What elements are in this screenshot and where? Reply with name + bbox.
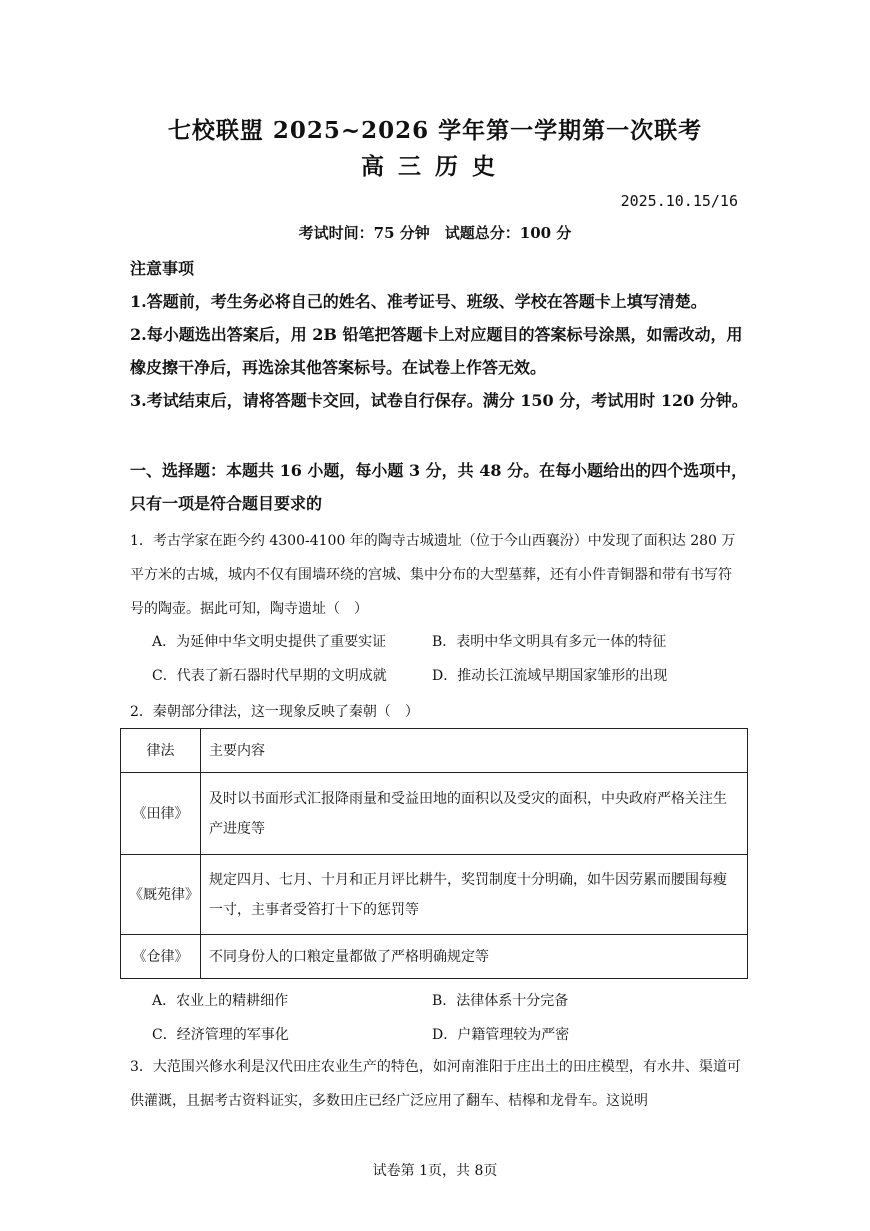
exam-subject: 高三历史 [361,153,509,180]
table-cell-law: 《田律》 [121,773,201,855]
exam-date: 2025.10.15/16 [620,192,738,210]
law-table [120,728,748,979]
question-1-option-d: D．推动长江流域早期国家雏形的出现 [432,668,668,684]
question-1-option-b: B．表明中华文明具有多元一体的特征 [432,634,667,650]
notice-heading: 注意事项 [130,259,195,278]
question-2-option-c: C．经济管理的军事化 [152,1027,289,1043]
exam-time-and-score: 考试时间：75 分钟 试题总分：100 分 [298,224,572,242]
table-cell-law: 《厩苑律》 [121,855,201,935]
question-1-option-c: C．代表了新石器时代早期的文明成就 [152,668,387,684]
table-header-row [121,729,748,773]
question-3-stem: 3．大范围兴修水利是汉代田庄农业生产的特色，如河南淮阳于庄出土的田庄模型，有水井、渠道可供灌溉，且据考古资料证实，多数田庄已经广泛应用了翻车、桔槔和龙骨车。这说明 [130,1059,741,1109]
question-2-stem: 2．秦朝部分律法，这一现象反映了秦朝（ ） [130,704,419,720]
question-2-option-b: B．法律体系十分完备 [432,993,569,1009]
table-row [121,855,748,935]
table-cell-content: 不同身份人的口粮定量都做了严格明确规定等 [201,935,748,979]
notice-item: 2.每小题选出答案后，用 2B 铅笔把答题卡上对应题目的答案标号涂黑，如需改动，用橡皮擦干净后，再选涂其他答案标号。在试卷上作答无效。 [130,325,743,377]
section-heading: 一、选择题：本题共 16 小题，每小题 3 分，共 48 分。在每小题给出的四个选项中，只有一项是符合题目要求的 [130,461,748,513]
table-header-cell: 律法 [121,729,201,773]
question-1-option-a: A．为延伸中华文明史提供了重要实证 [152,634,387,650]
table-row [121,935,748,979]
question-1-options [152,624,752,692]
notice-item: 1.答题前，考生务必将自己的姓名、准考证号、班级、学校在答题卡上填写清楚。 [130,292,707,311]
question-2-options [152,983,752,1051]
table-cell-content: 规定四月、七月、十月和正月评比耕牛，奖罚制度十分明确，如牛因劳累而腰围每瘦一寸，主事者受笞打十下的惩罚等 [201,855,748,935]
exam-title: 七校联盟 2025~2026 学年第一学期第一次联考 [167,117,703,144]
page-footer: 试卷第 1页，共 8页 [372,1163,498,1179]
question-1-stem: 1．考古学家在距今约 4300-4100 年的陶寺古城遗址（位于今山西襄汾）中发现了面积达 280 万平方米的古城，城内不仅有围墙环绕的宫城、集中分布的大型墓葬，还有小件青铜器和带有书写符号的陶壶。据此可知，陶寺遗址（ ） [130,533,736,617]
table-cell-content: 及时以书面形式汇报降雨量和受益田地的面积以及受灾的面积，中央政府严格关注生产进度等 [201,773,748,855]
table-row [121,773,748,855]
table-cell-law: 《仓律》 [121,935,201,979]
question-2-option-a: A．农业上的精耕细作 [152,993,289,1009]
question-2-option-d: D．户籍管理较为严密 [432,1027,570,1043]
notice-list [130,285,750,417]
table-header-cell: 主要内容 [201,729,748,773]
notice-item: 3.考试结束后，请将答题卡交回，试卷自行保存。满分 150 分，考试用时 120 分钟。 [130,391,748,410]
